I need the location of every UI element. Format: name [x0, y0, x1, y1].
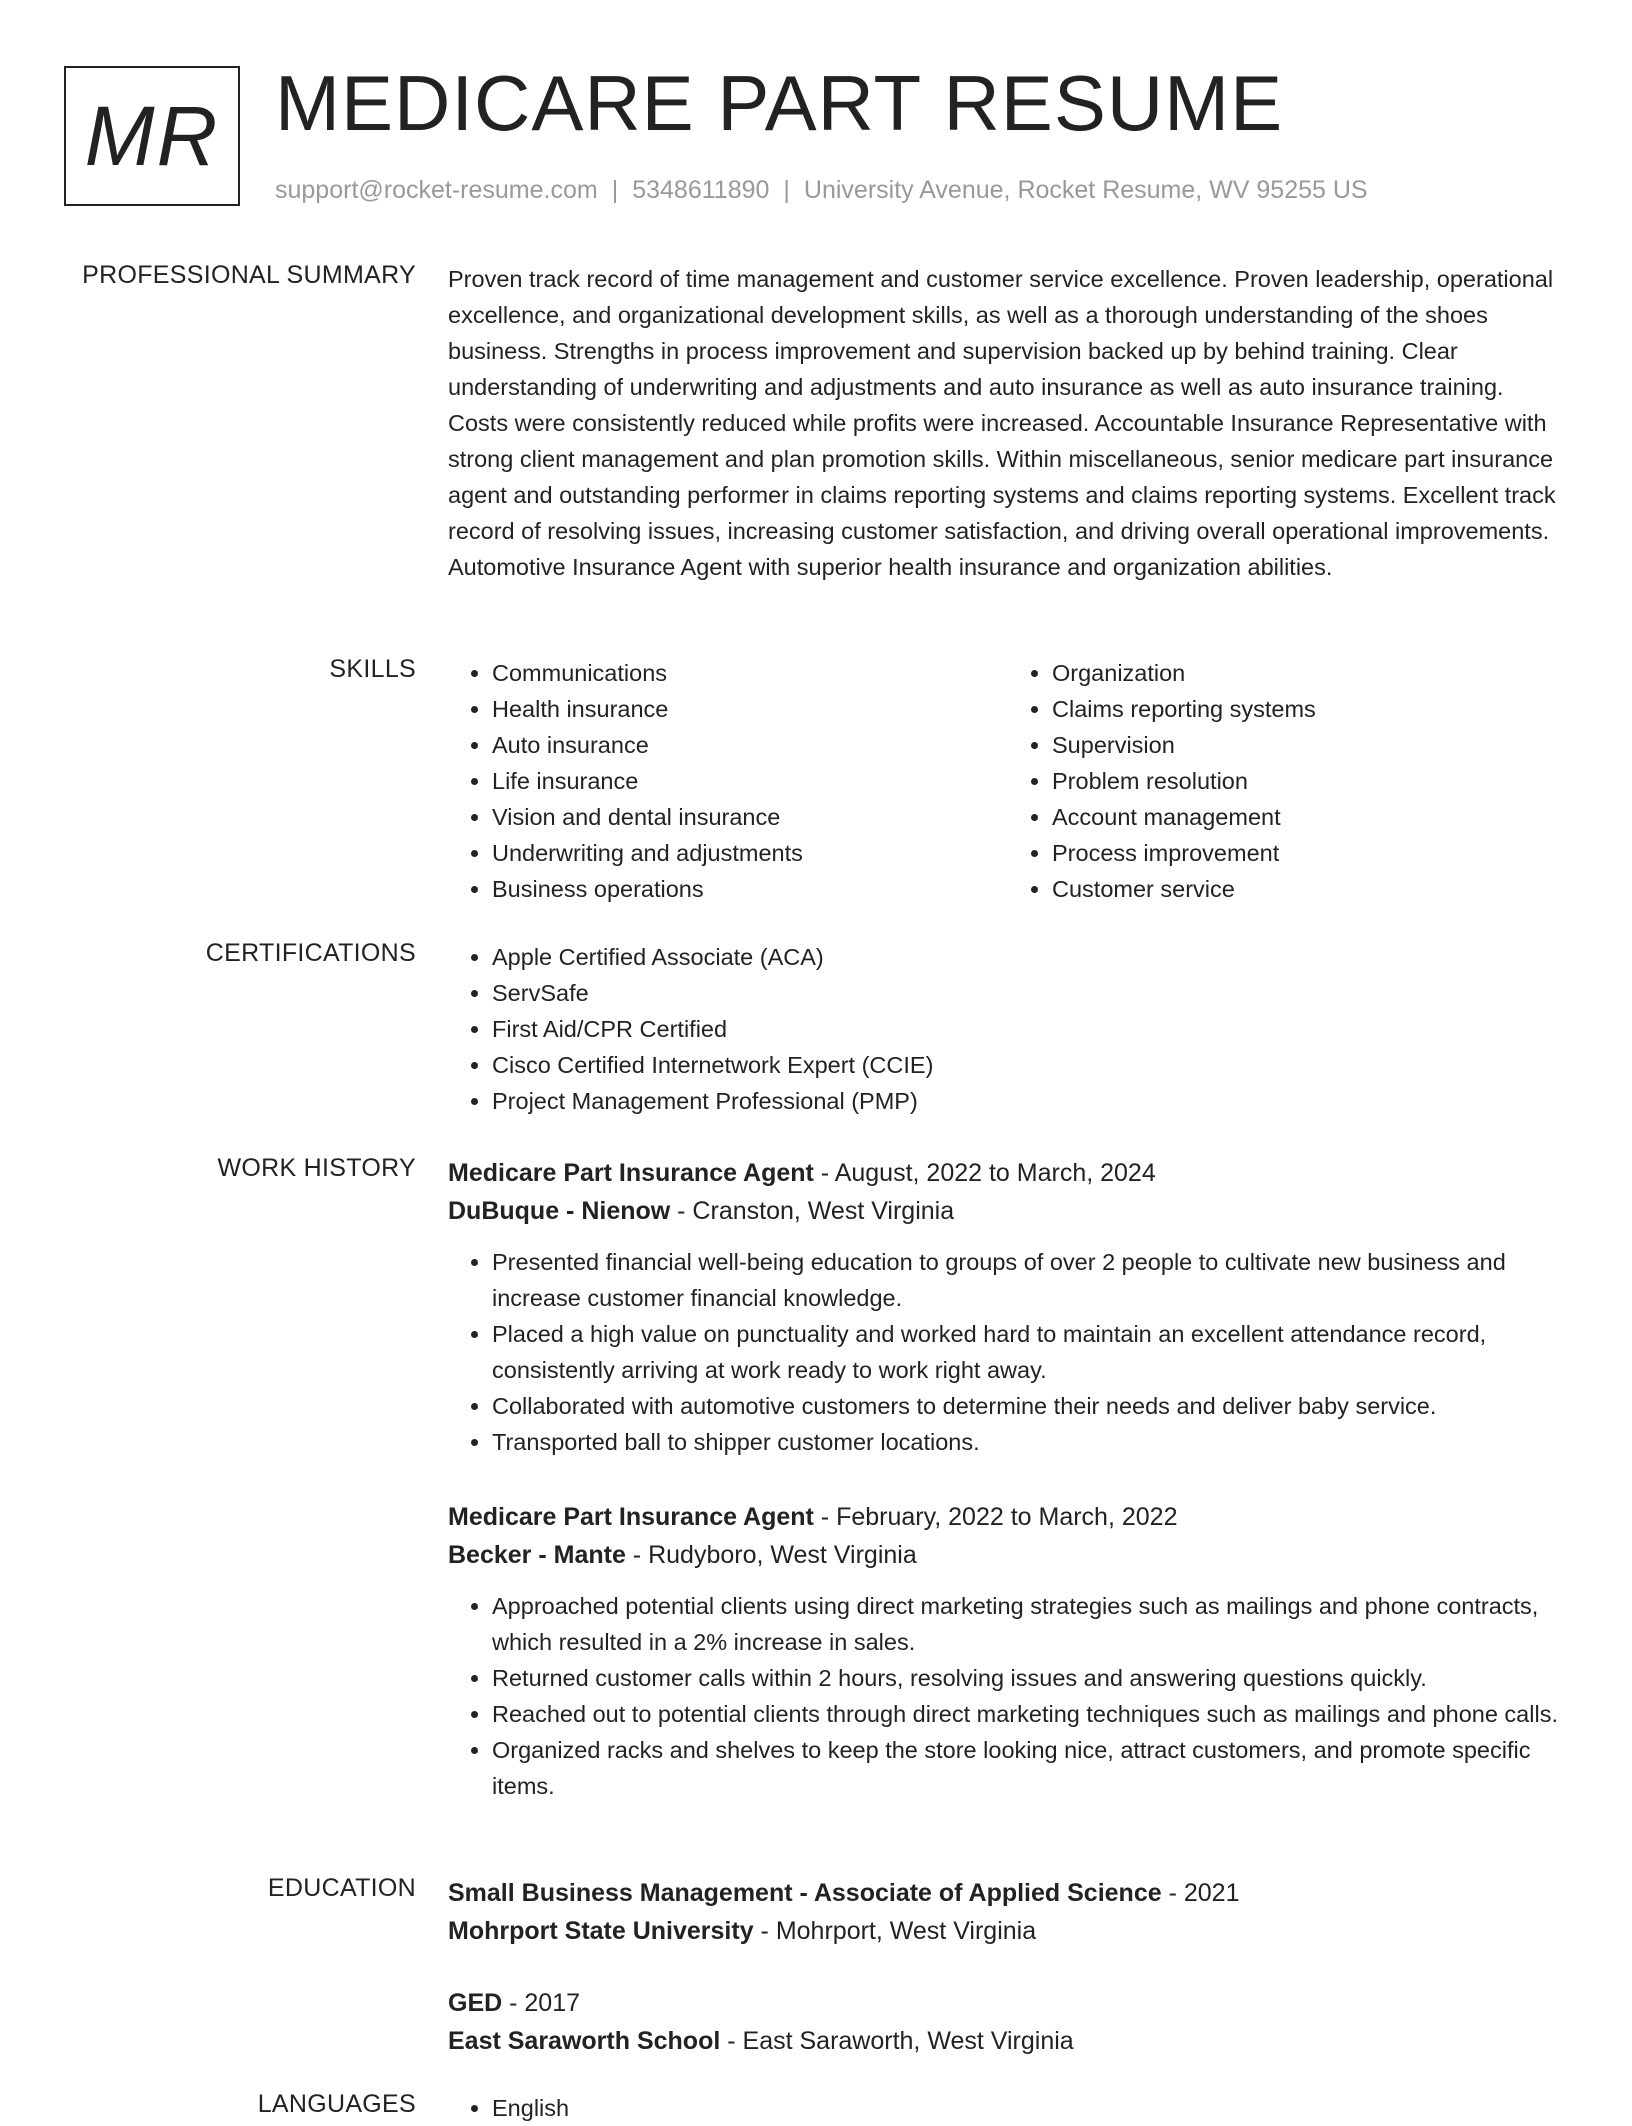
resume-header — [64, 59, 1564, 210]
job-company-line — [448, 1192, 1568, 1230]
job-entry — [448, 1154, 1568, 1460]
education-school-line — [448, 1912, 1568, 1950]
job-title: Medicare Part Insurance Agent — [448, 1159, 814, 1187]
education-year: - 2021 — [1161, 1879, 1240, 1907]
job-title-line — [448, 1154, 1568, 1192]
contact-separator: | — [611, 176, 619, 204]
certification-item: • First Aid/CPR Certified — [492, 1011, 1568, 1047]
skill-item: • Account management — [1052, 799, 1568, 835]
education-entry — [448, 1984, 1568, 2060]
skill-item: • Organization — [1052, 655, 1568, 691]
education-label: EDUCATION — [267, 1874, 416, 1902]
contact-phone: 5348611890 — [632, 176, 770, 204]
skills-list-left — [448, 655, 1008, 907]
job-entry — [448, 1498, 1568, 1804]
job-bullets — [448, 1588, 1568, 1804]
education-location: - East Saraworth, West Virginia — [720, 2027, 1074, 2055]
skill-item: • Business operations — [492, 871, 1008, 907]
education-year: - 2017 — [502, 1989, 581, 2017]
job-dates: - August, 2022 to March, 2024 — [813, 1159, 1156, 1187]
certifications-label: CERTIFICATIONS — [205, 939, 416, 967]
job-company-line — [448, 1536, 1568, 1574]
job-bullet: • Returned customer calls within 2 hours, resolving issues and answering questions quickly. — [492, 1660, 1568, 1696]
skills-label: SKILLS — [329, 655, 416, 683]
skill-item: • Process improvement — [1052, 835, 1568, 871]
certification-item: • Project Management Professional (PMP) — [492, 1083, 1568, 1119]
language-item: • English — [492, 2090, 1568, 2126]
education-degree-line — [448, 1874, 1568, 1912]
job-bullet: • Presented financial well-being education to groups of over 2 people to cultivate new business and increase customer financial knowledge. — [492, 1244, 1568, 1316]
job-title: Medicare Part Insurance Agent — [448, 1503, 814, 1531]
job-company: Becker - Mante — [448, 1541, 626, 1569]
job-location: - Rudyboro, West Virginia — [625, 1541, 917, 1569]
job-bullet: • Collaborated with automotive customers to determine their needs and deliver baby service. — [492, 1388, 1568, 1424]
certification-item: • ServSafe — [492, 975, 1568, 1011]
certification-item: • Apple Certified Associate (ACA) — [492, 939, 1568, 975]
skill-item: • Underwriting and adjustments — [492, 835, 1008, 871]
job-bullet: • Organized racks and shelves to keep the store looking nice, attract customers, and promote specific items. — [492, 1732, 1568, 1804]
skill-item: • Auto insurance — [492, 727, 1008, 763]
education-school-line — [448, 2022, 1568, 2060]
skill-item: • Communications — [492, 655, 1008, 691]
contact-line — [275, 176, 1368, 205]
skill-item: • Claims reporting systems — [1052, 691, 1568, 727]
education-school: East Saraworth School — [448, 2027, 721, 2055]
education-entry — [448, 1874, 1568, 1950]
job-company: DuBuque - Nienow — [448, 1197, 671, 1225]
monogram-logo: MR — [64, 66, 240, 206]
contact-address: University Avenue, Rocket Resume, WV 95255 US — [803, 176, 1368, 204]
education-degree: Small Business Management - Associate of Applied Science — [448, 1879, 1162, 1907]
job-location: - Cranston, West Virginia — [670, 1197, 955, 1225]
resume-name: MEDICARE PART RESUME — [275, 59, 1284, 147]
summary-text: Proven track record of time management and customer service excellence. Proven leadership, operational excellence, and organizational development skills, as well as a thorough understanding of the shoes business. Strengths in process improvement and supervision backed up by behind training. Clear understanding of underwriting and adjustments and auto insurance as well as auto insurance training. Costs were consistently reduced while profits were increased. Accountable Insurance Representative with strong client management and plan promotion skills. Within miscellaneous, senior medicare part insurance agent and outstanding performer in claims reporting systems and claims reporting systems. Excellent track record of resolving issues, increasing customer satisfaction, and driving overall operational improvements. Automotive Insurance Agent with superior health insurance and organization abilities. — [448, 266, 1556, 580]
summary-label: PROFESSIONAL SUMMARY — [82, 261, 416, 289]
work-history-label: WORK HISTORY — [217, 1154, 416, 1182]
skill-item: • Customer service — [1052, 871, 1568, 907]
job-bullet: • Placed a high value on punctuality and worked hard to maintain an excellent attendance record, consistently arriving at work ready to work right away. — [492, 1316, 1568, 1388]
job-dates: - February, 2022 to March, 2022 — [813, 1503, 1178, 1531]
education-location: - Mohrport, West Virginia — [753, 1917, 1037, 1945]
languages-label: LANGUAGES — [257, 2090, 416, 2118]
job-bullets — [448, 1244, 1568, 1460]
skill-item: • Supervision — [1052, 727, 1568, 763]
education-degree: GED — [448, 1989, 503, 2017]
skill-item: • Life insurance — [492, 763, 1008, 799]
education-degree-line — [448, 1984, 1568, 2022]
skills-list-right — [1008, 655, 1568, 907]
job-bullet: • Approached potential clients using direct marketing strategies such as mailings and phone contracts, which resulted in a 2% increase in sales. — [492, 1588, 1568, 1660]
contact-email: support@rocket-resume.com — [275, 176, 598, 204]
skill-item: • Problem resolution — [1052, 763, 1568, 799]
skill-item: • Health insurance — [492, 691, 1008, 727]
education-school: Mohrport State University — [448, 1917, 754, 1945]
contact-separator: | — [783, 176, 790, 204]
certifications-list — [448, 939, 1568, 1119]
job-title-line — [448, 1498, 1568, 1536]
certification-item: • Cisco Certified Internetwork Expert (CCIE) — [492, 1047, 1568, 1083]
languages-list — [448, 2090, 1568, 2126]
job-bullet: • Transported ball to shipper customer locations. — [492, 1424, 1568, 1460]
skill-item: • Vision and dental insurance — [492, 799, 1008, 835]
job-bullet: • Reached out to potential clients through direct marketing techniques such as mailings and phone calls. — [492, 1696, 1568, 1732]
